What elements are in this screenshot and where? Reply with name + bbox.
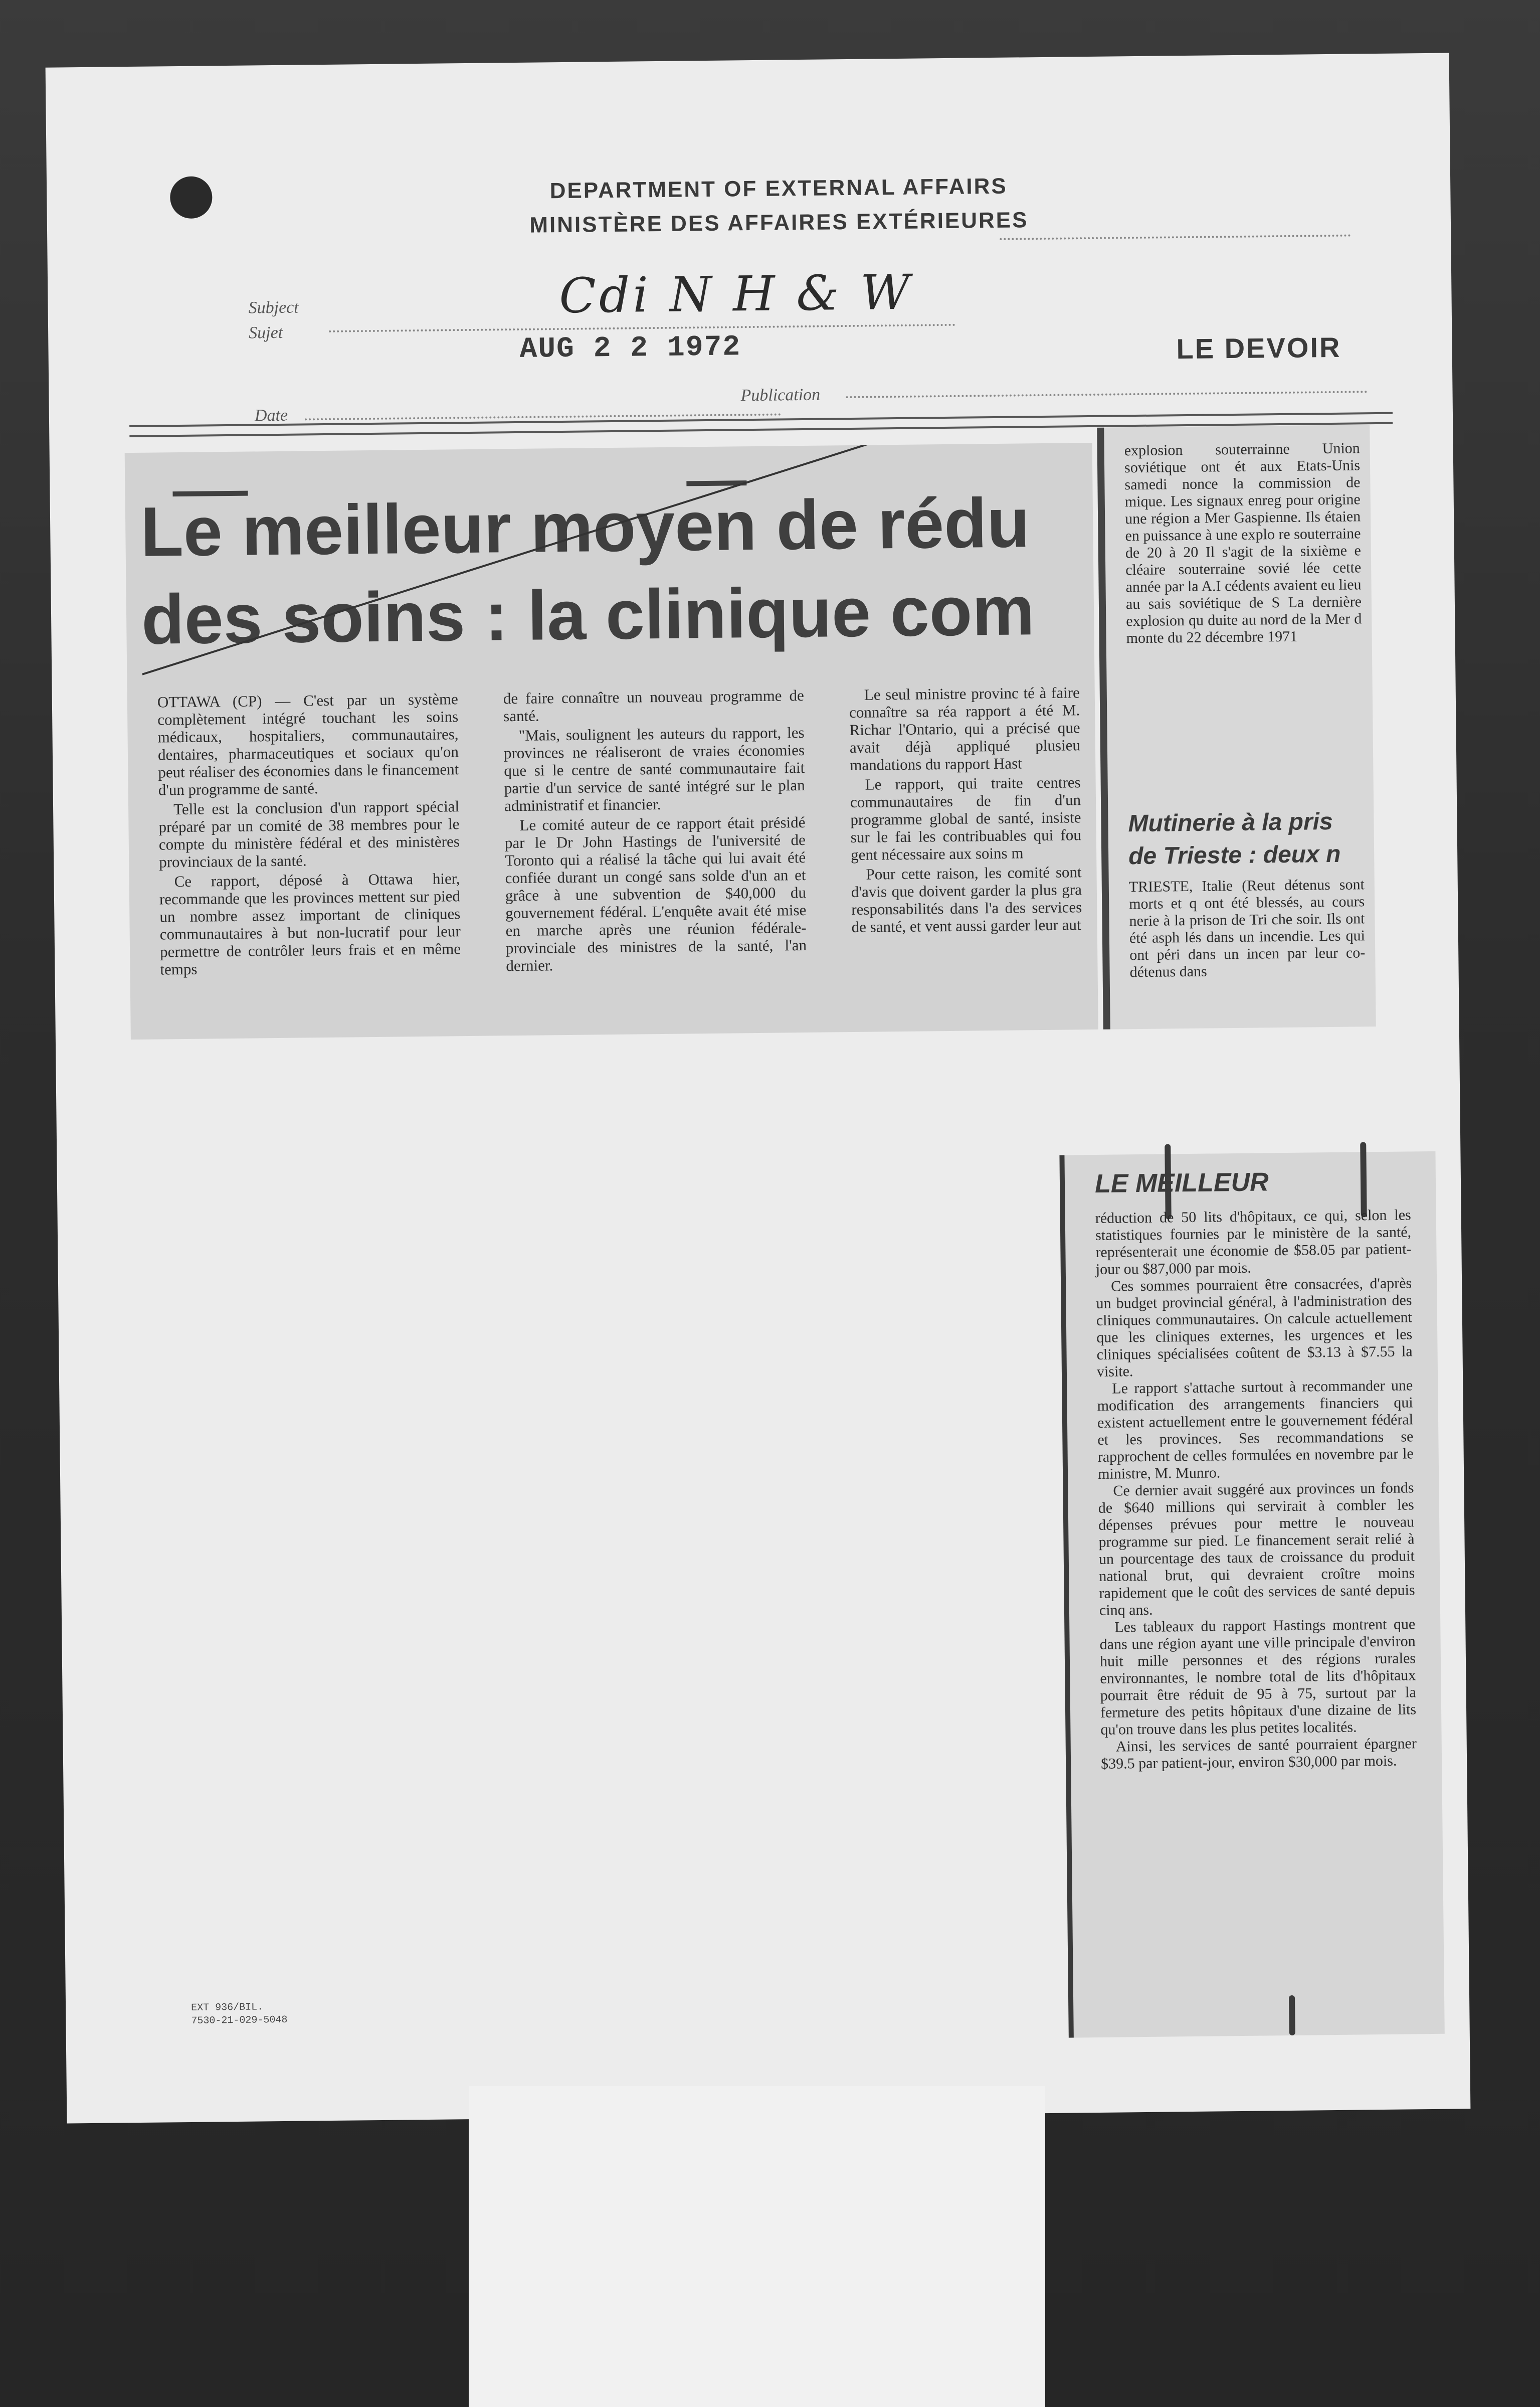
paragraph: "Mais, soulignent les auteurs du rapport, les provinces ne réaliseront de vraies économies que si le centre de santé communautaire fait partie d'un service de santé intégré sur le plan administratif et financier. [503,723,805,815]
article-columns [157,683,1098,1035]
form-number-line-1: EXT 936/BIL. [191,2001,264,2014]
publication-label: Publication [740,385,821,405]
sujet-label: Sujet [248,323,283,342]
article-column-2 [503,686,807,976]
publication-name: LE DEVOIR [1176,331,1341,365]
publication-dotted-line [846,391,1368,398]
subject-handwritten: Cdi N H & W [558,264,913,324]
main-article-clipping [125,443,1098,1040]
paragraph: Le comité auteur de ce rapport était présidé par le Dr John Hastings de l'université de Toronto qui a réalisé la tâche qui lui avait été confiée durant un congé sans solde d'un an et grâce à une subvention de $40,000 du gouvernement fédéral. L'enquête avait été mise en marche après une réunion fédérale-provinciale des ministres de la santé, l'an dernier. [504,813,807,975]
paragraph: Le rapport s'attache surtout à recommander une modification des arrangements financiers qui existent actuellement entre le gouvernement fédéral et les provinces. Ses recommandations se rapprochent de celles formulées en novembre par le ministre, M. Munro. [1097,1377,1414,1482]
subject-label: Subject [248,298,299,317]
paragraph: Ce rapport, déposé à Ottawa hier, recommande que les provinces mettent sur pied un nombre assez important de cliniques communautaires à but non-lucratif pour leur permettre de contrôler leurs frais et en même temps [159,870,461,978]
continuation-clipping [1059,1151,1444,2038]
side-clipping [1097,425,1376,1029]
headline-line-2: des soins : la clinique com [141,571,1035,659]
paragraph: Ce dernier avait suggéré aux provinces un fonds de $640 millions qui servirait à combler les dépenses prévues pour mettre le nouveau programme sur pied. Le financement serait relié à un pourcentage des taux de croissance du produit national brut, qui devraient croître moins rapidement que le coût des services de santé depuis cinq ans. [1098,1479,1415,1619]
upper-dotted-line [1000,235,1351,240]
subject-dotted-line [329,324,955,332]
paragraph: Le seul ministre provinc té à faire connaître sa réa rapport a été M. Richar l'Ontario, qui a précisé que avait déjà appliqué plusieu mandations du rapport Hast [849,683,1081,774]
paragraph: explosion souterrainne Union soviétique ont ét aux Etats-Unis samedi nonce la commission de mique. Les signaux enreg pour origine une région a Mer Gaspienne. Ils étaien en puissance à une explo re souterraine de 20 à 20 Il s'agit de la sixième e cléaire souterraine sovié lée cette année par la A.I cédents avaient eu lieu au sais soviétique de S La dernière explosion qu duite au nord de la Mer d monte du 22 décembre 1971 [1124,440,1362,647]
paragraph: OTTAWA (CP) — C'est par un système complètement intégré touchant les soins médicaux, hospitaliers, communautaires, dentaires, pharmaceutiques et sociaux qu'on peut réaliser des économies dans le financement d'un programme de santé. [157,690,459,799]
department-name-french: MINISTÈRE DES AFFAIRES EXTÉRIEURES [529,208,1029,238]
department-name-english: DEPARTMENT OF EXTERNAL AFFAIRS [549,174,1008,204]
side-headline-line-2: de Trieste : deux n [1128,840,1341,870]
date-stamp: AUG 2 2 1972 [519,331,741,366]
side-headline-line-1: Mutinerie à la pris [1128,808,1333,837]
underlying-sheet [469,2086,1045,2407]
paragraph: de faire connaître un nouveau programme de santé. [503,686,804,725]
paragraph: réduction de 50 lits d'hôpitaux, ce qui, selon les statistiques fournies par le ministère de la santé, représenterait une économie de $58.05 par patient-jour ou $87,000 par mois. [1095,1207,1412,1278]
date-label: Date [254,406,288,425]
staple-pin [1289,1995,1295,2035]
form-number [191,2001,288,2028]
paragraph: Le rapport, qui traite centres communautaires de fin d'un programme global de santé, insiste sur le fai les contribuables qui fou gent nécessaire aux soins m [850,773,1081,864]
continuation-header: LE MEILLEUR [1094,1167,1269,1198]
side-body-text [1129,876,1366,981]
paragraph: Pour cette raison, les comité sont d'avis que doivent garder la plus gra responsabilités dans l'a des services de santé, et vent aussi garder leur aut [851,863,1082,936]
paragraph: Ainsi, les services de santé pourraient épargner $39.5 par patient-jour, environ $30,000 par mois. [1100,1735,1417,1772]
paragraph: Telle est la conclusion d'un rapport spécial préparé par un comité de 38 membres pour le compte du ministère fédéral et des ministères provinciaux de la santé. [158,797,460,871]
article-column-3 [849,683,1082,938]
side-top-text [1124,440,1362,647]
headline-line-1: Le meilleur moyen de rédu [140,483,1030,571]
staple-pin [1360,1142,1367,1217]
continuation-text [1095,1207,1417,1773]
paragraph: TRIESTE, Italie (Reut détenus sont morts et q ont été blessés, au cours nerie à la prison de Tri che soir. Ils ont été asph lés dans un incendie. Les qui ont péri dans un incen par leur co-détenus dans [1128,876,1366,981]
article-column-1 [157,690,461,980]
clipping-sheet [46,53,1471,2123]
paragraph: Les tableaux du rapport Hastings montrent que dans une région ayant une ville principale d'environ huit mille personnes et des régions rurales environnantes, le nombre total de lits d'hôpitaux pourrait être réduit de 95 à 75, surtout par la fermeture des petits hôpitaux d'une dizaine de lits qu'on trouve dans les plus petites localités. [1099,1616,1417,1738]
article-headline [140,476,1098,663]
punch-hole [170,176,213,219]
paragraph: Ces sommes pourraient être consacrées, d'après un budget provincial général, à l'administration des cliniques communautaires. On calcule actuellement que les cliniques externes, les urgences et les cliniques spécialisées coûtent de $3.13 à $7.55 la visite. [1096,1275,1413,1380]
form-number-line-2: 7530-21-029-5048 [191,2014,288,2027]
